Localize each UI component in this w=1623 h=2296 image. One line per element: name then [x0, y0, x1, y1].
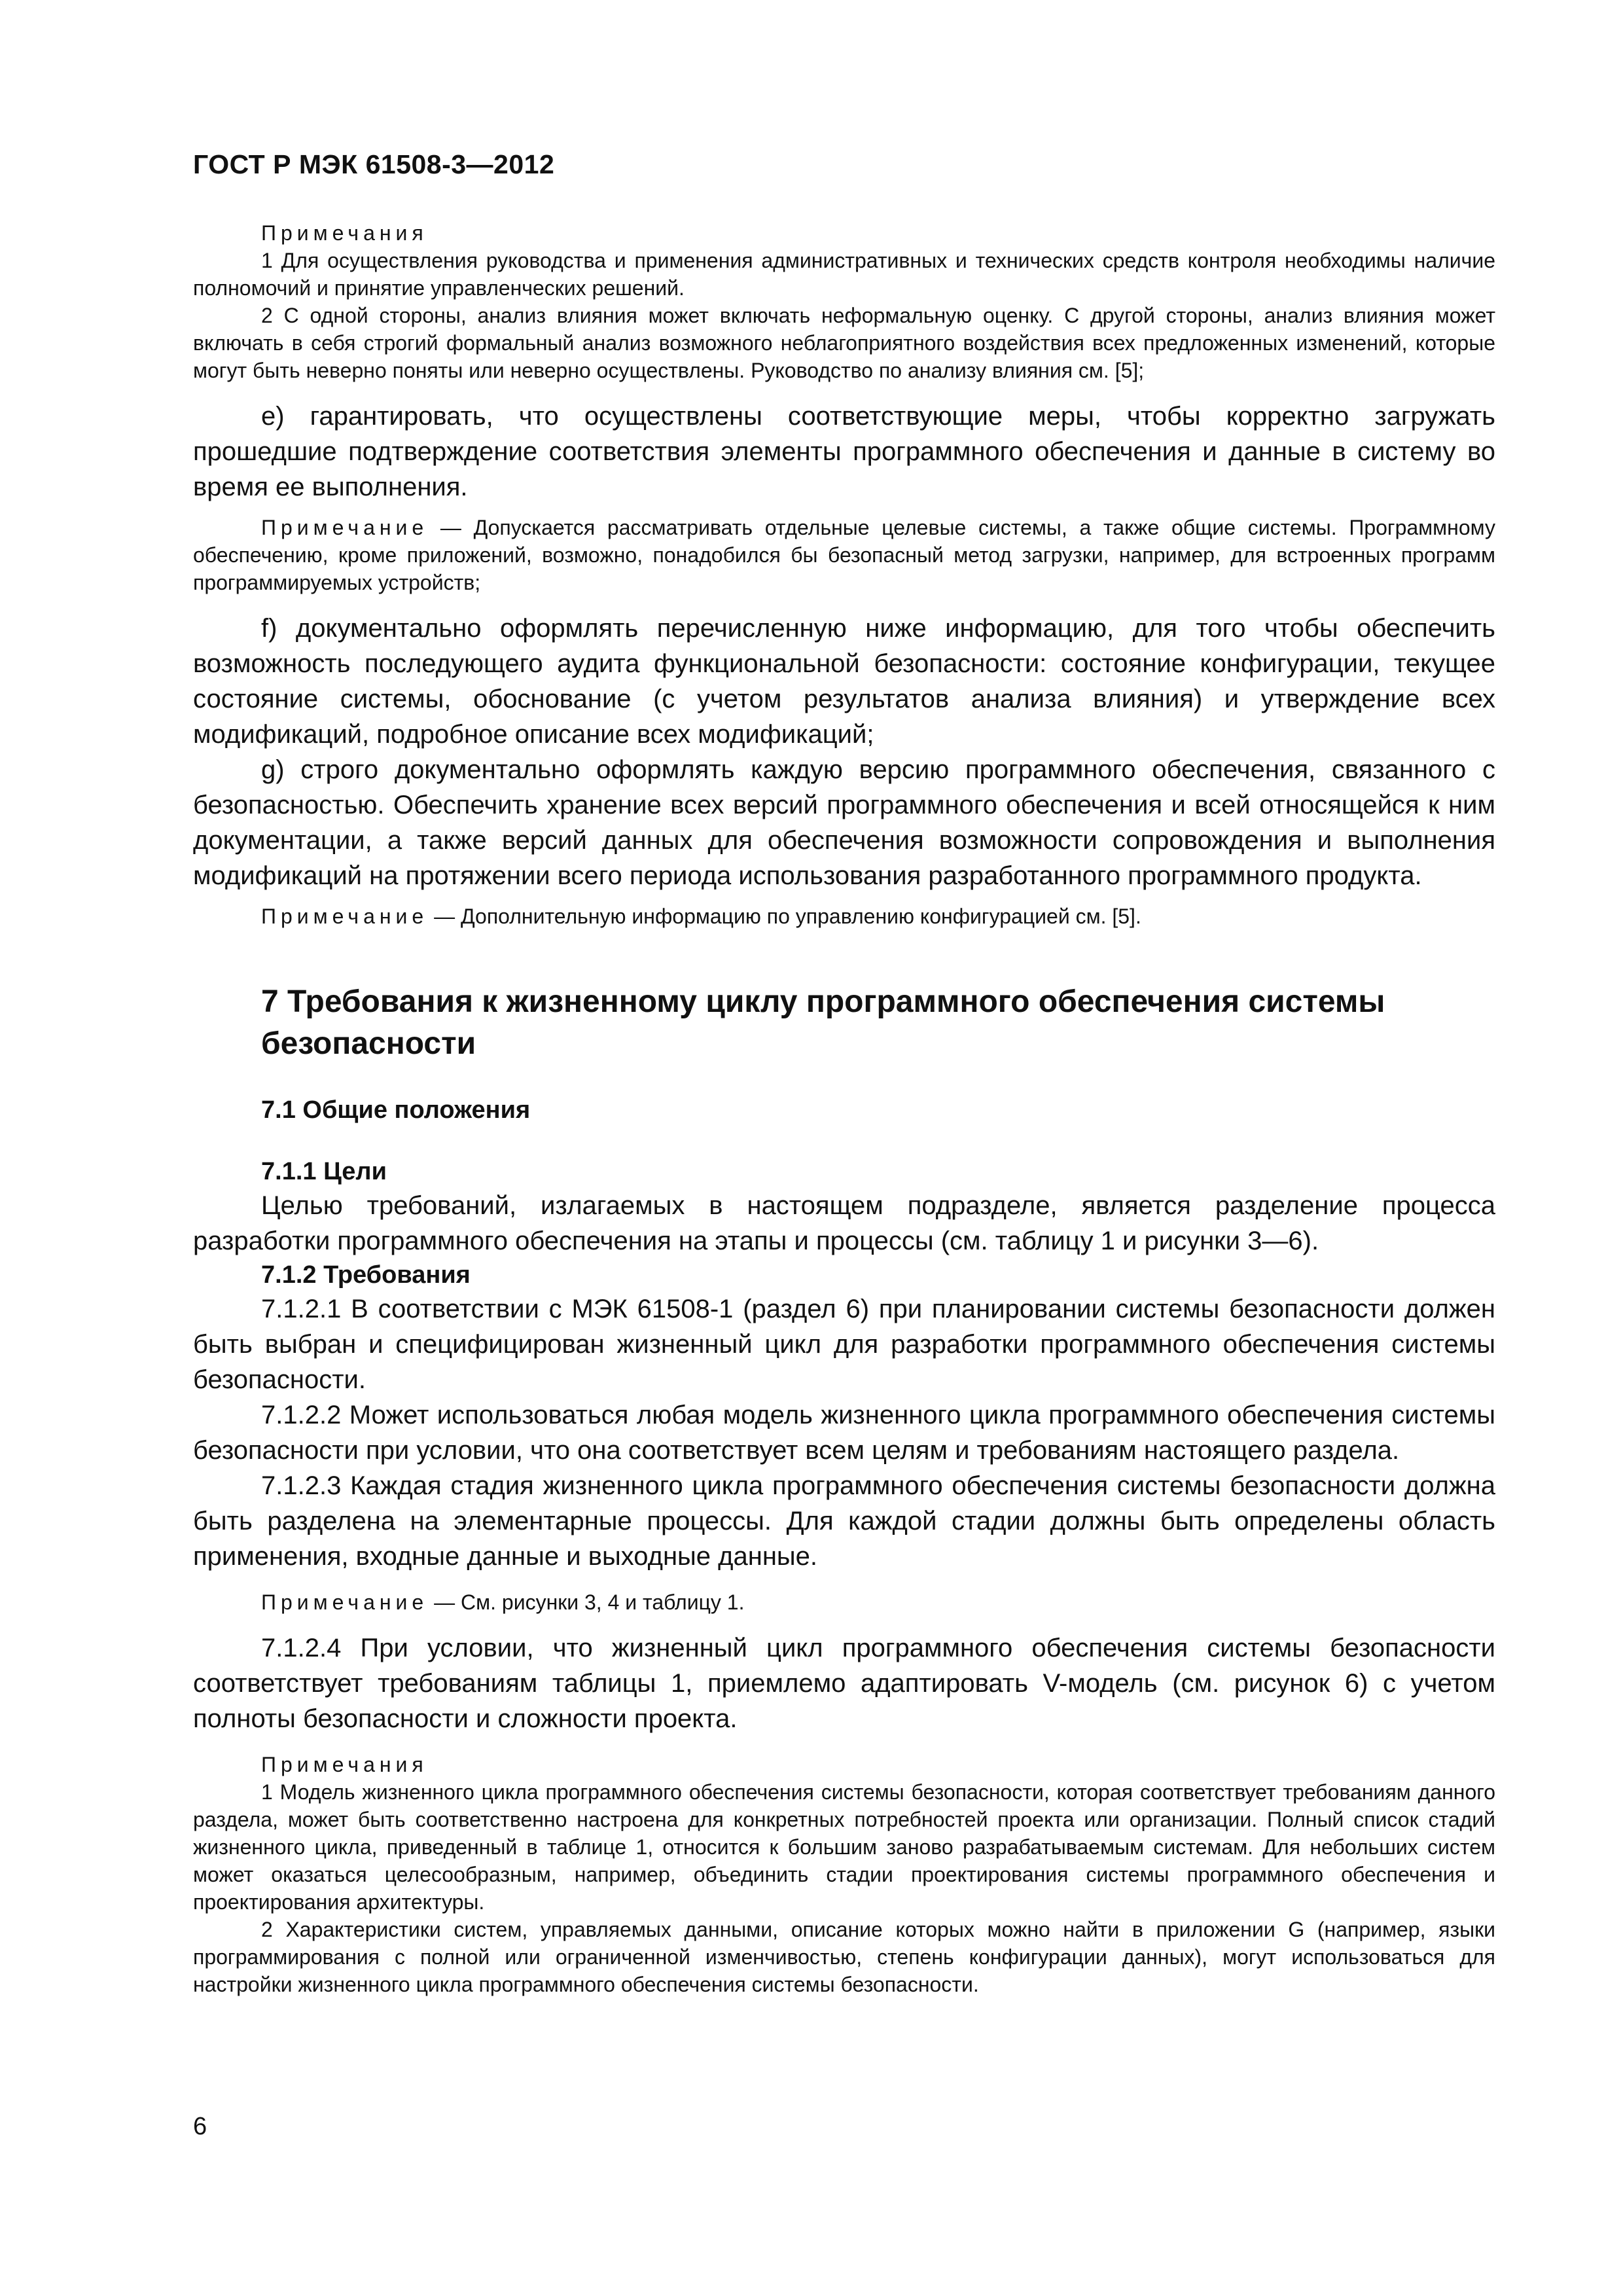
note-paragraph — [193, 903, 1495, 930]
note-paragraph: 1 Для осуществления руководства и применения административных и технических средств контроля необходимы наличие полномочий и принятие управленческих решений. — [193, 249, 1495, 300]
note-paragraph — [193, 514, 1495, 596]
page-content — [193, 219, 1495, 1998]
note-paragraph: 2 Характеристики систем, управляемых данными, описание которых можно найти в приложении G (например, языки программирования с полной или ограниченной изменчивостью, степень конфигурации данных), могут использоваться для настройки жизненного цикла программного обеспечения системы безопасности. — [193, 1918, 1495, 1996]
list-item-g: g) строго документально оформлять каждую версию программного обеспечения, связанного с безопасностью. Обеспечить хранение всех версий программного обеспечения и всей относящейся к ним документации, а также версий данных для обеспечения возможности сопровождения и выполнения модификаций на протяжении всего периода использования разработанного программного продукта. — [193, 755, 1495, 890]
body-paragraph: 7.1.2.3 Каждая стадия жизненного цикла программного обеспечения системы безопасности должна быть разделена на элементарные процессы. Для каждой стадии должны быть определены область применения, входные данные и выходные данные. — [193, 1471, 1495, 1571]
note-label: Примечание — [261, 1590, 429, 1614]
subsection-heading: 7.1 Общие положения — [261, 1096, 531, 1124]
list-item-e: e) гарантировать, что осуществлены соответствующие меры, чтобы корректно загружать прошедшие подтверждение соответствия элементы программного обеспечения и данные в систему во время ее выполнения. — [193, 402, 1495, 501]
note-text: — Допускается рассматривать отдельные целевые системы, а также общие системы. Программному обеспечению, кроме приложений, возможно, понадобился бы безопасный метод загрузки, например, для встроенных программ программируемых устройств; — [193, 516, 1495, 594]
note-paragraph: 2 С одной стороны, анализ влияния может включать неформальную оценку. С другой стороны, анализ влияния может включать в себя строгий формальный анализ возможного неблагоприятного воздействия всех предложенных изменений, которые могут быть неверно поняты или неверно осуществлены. Руководство по анализу влияния см. [5]; — [193, 304, 1495, 382]
note-paragraph: 1 Модель жизненного цикла программного обеспечения системы безопасности, которая соответствует требованиям данного раздела, может быть соответственно настроена для конкретных потребностей проекта или организации. Полный список стадий жизненного цикла, приведенный в таблице 1, относится к большим заново разрабатываемым системам. Для небольших систем может оказаться целесообразным, например, объединить стадии проектирования системы программного обеспечения и проектирования архитектуры. — [193, 1780, 1495, 1914]
note-label: Примечание — [261, 516, 429, 539]
note-paragraph — [193, 1588, 1495, 1616]
body-paragraph: 7.1.2.4 При условии, что жизненный цикл программного обеспечения системы безопасности соответствует требованиям таблицы 1, приемлемо адаптировать V-модель (см. рисунок 6) с учетом полноты безопасности и сложности проекта. — [193, 1634, 1495, 1733]
note-label: Примечание — [261, 905, 429, 928]
document-header: ГОСТ Р МЭК 61508-3—2012 — [193, 149, 555, 179]
notes-title: Примечания — [261, 221, 428, 245]
page-number: 6 — [193, 2113, 207, 2140]
subsubsection-heading: 7.1.2 Требования — [261, 1261, 471, 1289]
note-text: — См. рисунки 3, 4 и таблицу 1. — [428, 1590, 745, 1614]
subsubsection-heading: 7.1.1 Цели — [261, 1158, 387, 1185]
notes-title: Примечания — [261, 1753, 428, 1776]
section-heading: 7 Требования к жизненному циклу программного обеспечения системы безопасности — [261, 984, 1385, 1061]
body-paragraph: 7.1.2.1 В соответствии с МЭК 61508-1 (раздел 6) при планировании системы безопасности должен быть выбран и специфицирован жизненный цикл для разработки программного обеспечения системы безопасности. — [193, 1295, 1495, 1394]
body-paragraph: 7.1.2.2 Может использоваться любая модель жизненного цикла программного обеспечения системы безопасности при условии, что она соответствует всем целям и требованиям настоящего раздела. — [193, 1401, 1495, 1465]
note-text: — Дополнительную информацию по управлению конфигурацией см. [5]. — [428, 905, 1141, 928]
list-item-f: f) документально оформлять перечисленную ниже информацию, для того чтобы обеспечить возможность последующего аудита функциональной безопасности: состояние конфигурации, текущее состояние системы, обоснование (с учетом результатов анализа влияния) и утверждение всех модификаций, подробное описание всех модификаций; — [193, 614, 1495, 749]
body-paragraph: Целью требований, излагаемых в настоящем подразделе, является разделение процесса разработки программного обеспечения на этапы и процессы (см. таблицу 1 и рисунки 3—6). — [193, 1191, 1495, 1255]
